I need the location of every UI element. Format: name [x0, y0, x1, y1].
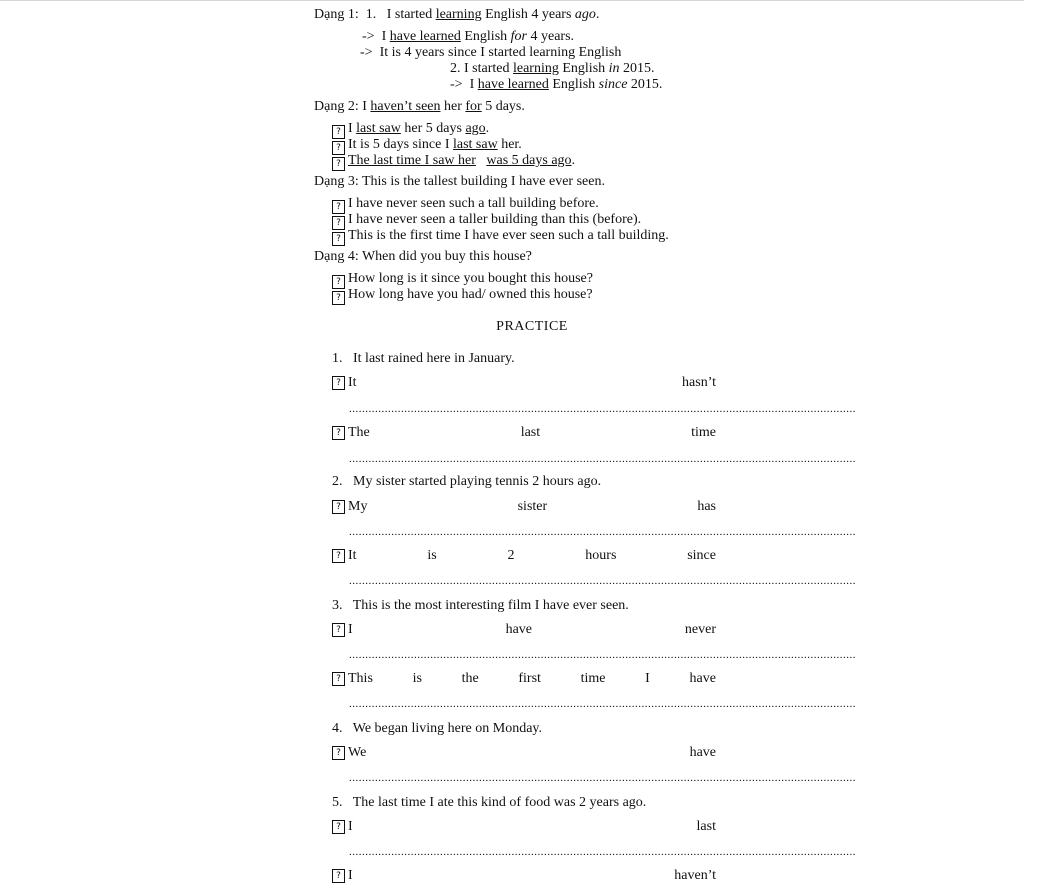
- answer-blank[interactable]: ............................................................................................................................................................: [349, 575, 856, 587]
- checkbox-icon: ?: [332, 232, 345, 246]
- text: .: [595, 7, 600, 22]
- underlined-text: have learned: [389, 29, 461, 44]
- form1-answer-3: [450, 77, 662, 93]
- text: her: [444, 99, 462, 114]
- answer-word: We: [348, 745, 367, 760]
- form3-example: [314, 174, 605, 190]
- checkbox-icon: ?: [332, 200, 345, 214]
- exercise-2-answer-1[interactable]: [332, 499, 716, 515]
- checkbox-icon: ?: [332, 275, 345, 289]
- text: I have never seen a taller building than this (before).: [348, 212, 642, 227]
- underlined-text: last saw: [356, 121, 401, 136]
- answer-word: haven’t: [674, 868, 716, 883]
- exercise-3-prompt: [332, 598, 629, 614]
- form3-bullet-3: [332, 228, 669, 246]
- text: How long have you had/ owned this house?: [348, 287, 593, 302]
- answer-word: 2: [507, 548, 515, 563]
- answer-word: I: [348, 622, 353, 637]
- text: 5 days.: [485, 99, 525, 114]
- answer-word: last: [520, 425, 541, 440]
- text: I: [381, 29, 387, 44]
- checkbox-icon: ?: [332, 141, 345, 155]
- text: This is the first time I have ever seen such a tall building.: [348, 228, 669, 243]
- underlined-text: learning: [435, 7, 482, 22]
- exercise-4-prompt: [332, 721, 542, 737]
- exercise-number: 1.: [332, 351, 343, 366]
- underlined-text: have learned: [477, 77, 549, 92]
- exercise-number: 3.: [332, 598, 343, 613]
- underlined-text: learning: [512, 61, 559, 76]
- checkbox-icon: ?: [332, 125, 345, 139]
- form1-example-2: [450, 61, 655, 77]
- form2-label: Dạng 2:: [314, 99, 359, 114]
- text: .: [571, 153, 576, 168]
- text: I have never seen such a tall building before.: [348, 196, 599, 211]
- underlined-text: for: [465, 99, 482, 114]
- checkbox-icon: ?: [332, 426, 345, 440]
- exercise-3-answer-1[interactable]: [332, 622, 716, 638]
- underlined-text: was 5 days ago: [486, 153, 572, 168]
- underlined-text: ago: [465, 121, 486, 136]
- form3-label: Dạng 3:: [314, 174, 359, 189]
- exercise-number: 5.: [332, 795, 343, 810]
- text: I: [469, 77, 475, 92]
- answer-word: time: [691, 425, 716, 440]
- checkbox-icon: ?: [332, 157, 345, 171]
- text: I started: [464, 61, 510, 76]
- checkbox-icon: ?: [332, 746, 345, 760]
- exercise-1-answer-1[interactable]: [332, 375, 716, 391]
- answer-word: It: [348, 375, 357, 390]
- answer-blank[interactable]: ............................................................................................................................................................: [349, 403, 856, 415]
- answer-word: hours: [585, 548, 617, 563]
- answer-word: sister: [517, 499, 548, 514]
- italic-text: for: [510, 29, 527, 44]
- form1-num1: 1.: [365, 7, 377, 22]
- exercise-3-answer-2[interactable]: [332, 671, 716, 687]
- answer-word: I: [348, 819, 353, 834]
- form1-example: [314, 7, 599, 23]
- form1-label: Dạng 1:: [314, 7, 359, 22]
- answer-word: have: [689, 745, 716, 760]
- answer-word: is: [412, 671, 422, 686]
- answer-word: is: [427, 548, 437, 563]
- answer-word: I: [348, 868, 353, 883]
- practice-title: PRACTICE: [496, 319, 568, 334]
- exercise-sentence: The last time I ate this kind of food was 2 years ago.: [352, 795, 647, 810]
- text: This is the tallest building I have ever seen.: [361, 174, 605, 189]
- underlined-text: The last time I saw her: [348, 153, 476, 168]
- answer-word: time: [580, 671, 606, 686]
- text: 4 years.: [530, 29, 575, 44]
- answer-word: has: [697, 499, 716, 514]
- answer-word: have: [689, 671, 716, 686]
- exercise-sentence: This is the most interesting film I have ever seen.: [352, 598, 629, 613]
- answer-word: This: [348, 671, 373, 686]
- text: It is 5 days since I: [348, 137, 450, 152]
- answer-word: The: [348, 425, 370, 440]
- answer-blank[interactable]: ............................................................................................................................................................: [349, 846, 856, 858]
- answer-blank[interactable]: ............................................................................................................................................................: [349, 453, 856, 465]
- form4-bullet-2: [332, 287, 593, 305]
- text: I: [362, 99, 367, 114]
- answer-blank[interactable]: ............................................................................................................................................................: [349, 698, 856, 710]
- checkbox-icon: ?: [332, 672, 345, 686]
- answer-word: It: [348, 548, 357, 563]
- form2-example: [314, 99, 525, 115]
- exercise-1-answer-2[interactable]: [332, 425, 716, 441]
- answer-blank[interactable]: ............................................................................................................................................................: [349, 772, 856, 784]
- answer-word: My: [348, 499, 368, 514]
- exercise-5-prompt: [332, 795, 646, 811]
- answer-blank[interactable]: ............................................................................................................................................................: [349, 526, 856, 538]
- arrow: ->: [450, 77, 463, 92]
- arrow: ->: [362, 29, 375, 44]
- checkbox-icon: ?: [332, 376, 345, 390]
- form1-answer-1: [362, 29, 574, 45]
- exercise-5-answer-1[interactable]: [332, 819, 716, 835]
- form1-num2: 2.: [450, 61, 461, 76]
- text: her.: [501, 137, 522, 152]
- italic-text: since: [598, 77, 628, 92]
- answer-blank[interactable]: ............................................................................................................................................................: [349, 649, 856, 661]
- exercise-sentence: We began living here on Monday.: [352, 721, 542, 736]
- answer-word: first: [518, 671, 541, 686]
- form1-answer-2: [360, 45, 621, 61]
- form2-bullet-3: [332, 153, 575, 171]
- checkbox-icon: ?: [332, 500, 345, 514]
- text: 2015.: [623, 61, 655, 76]
- exercise-4-answer-1[interactable]: [332, 745, 716, 761]
- exercise-sentence: My sister started playing tennis 2 hours ago.: [353, 474, 602, 489]
- answer-word: last: [696, 819, 716, 834]
- arrow: ->: [360, 45, 373, 60]
- answer-word: hasn’t: [682, 375, 716, 390]
- italic-text: in: [608, 61, 620, 76]
- underlined-text: haven’t seen: [370, 99, 441, 114]
- answer-word: have: [505, 622, 532, 637]
- checkbox-icon: ?: [332, 216, 345, 230]
- text: I: [348, 121, 353, 136]
- checkbox-icon: ?: [332, 869, 345, 883]
- page-top-border: [0, 0, 1024, 1]
- text: English: [464, 29, 508, 44]
- exercise-2-prompt: [332, 474, 601, 490]
- text: When did you buy this house?: [361, 249, 532, 264]
- text: 2015.: [630, 77, 663, 92]
- text: her 5 days: [404, 121, 462, 136]
- text: It is 4 years since I started learning English: [379, 45, 622, 60]
- checkbox-icon: ?: [332, 820, 345, 834]
- answer-word: since: [687, 548, 716, 563]
- text: How long is it since you bought this house?: [348, 271, 593, 286]
- answer-word: the: [461, 671, 479, 686]
- checkbox-icon: ?: [332, 291, 345, 305]
- text: English: [552, 77, 596, 92]
- exercise-number: 2.: [332, 474, 343, 489]
- form4-example: [314, 249, 532, 265]
- exercise-5-answer-2[interactable]: [332, 868, 716, 884]
- text: English: [562, 61, 606, 76]
- checkbox-icon: ?: [332, 549, 345, 563]
- underlined-text: last saw: [452, 137, 498, 152]
- italic-text: ago: [574, 7, 596, 22]
- form4-label: Dạng 4:: [314, 249, 359, 264]
- answer-word: I: [645, 671, 650, 686]
- exercise-2-answer-2[interactable]: [332, 548, 716, 564]
- exercise-1-prompt: [332, 351, 515, 367]
- text: .: [485, 121, 490, 136]
- text: English 4 years: [485, 7, 572, 22]
- exercise-sentence: It last rained here in January.: [353, 351, 515, 366]
- checkbox-icon: ?: [332, 623, 345, 637]
- exercise-number: 4.: [332, 721, 343, 736]
- text: I started: [386, 7, 433, 22]
- answer-word: never: [684, 622, 716, 637]
